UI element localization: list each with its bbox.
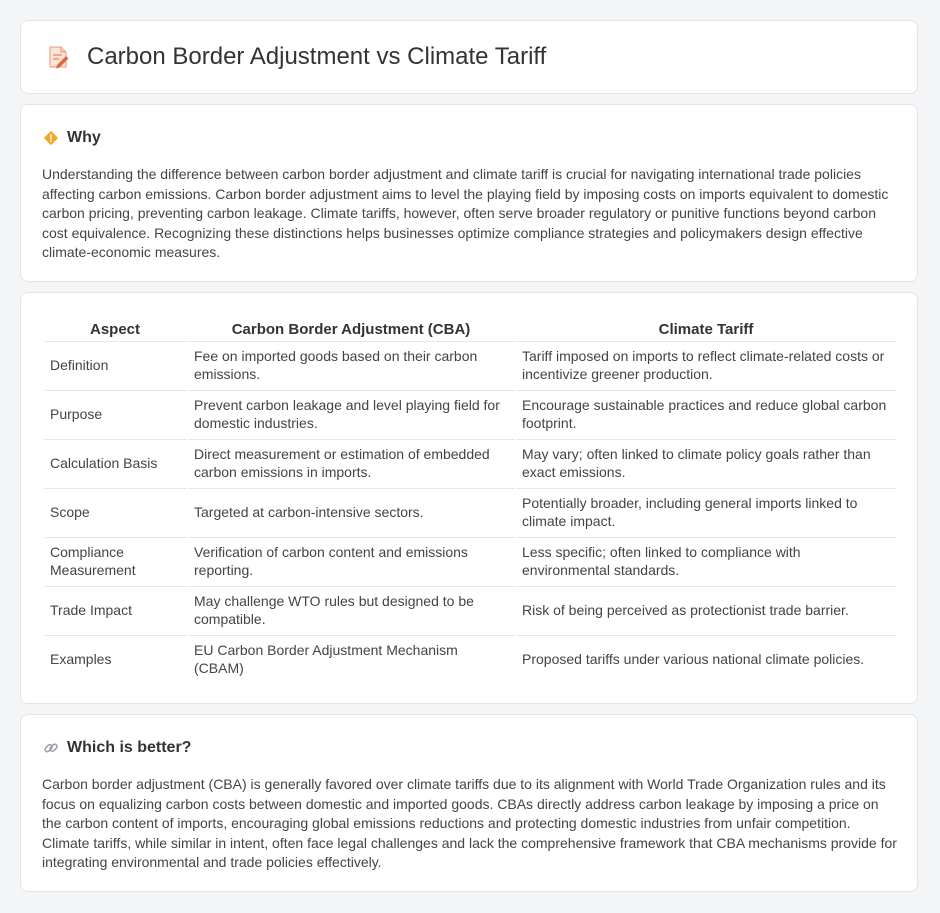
header-climate-tariff: Climate Tariff xyxy=(658,320,754,338)
cba-cell: Fee on imported goods based on their carbon emissions. xyxy=(188,341,514,388)
header-card xyxy=(20,20,918,94)
table-row xyxy=(44,390,896,437)
comparison-table-card xyxy=(20,292,918,704)
header-aspect: Aspect xyxy=(89,320,141,338)
table-row xyxy=(44,537,896,584)
why-section xyxy=(20,104,918,282)
better-body: Carbon border adjustment (CBA) is generally favored over climate tariffs due to its alignment with World Trade Organization rules and its focus on equalizing carbon costs between domestic and imported goods. CBAs directly address carbon leakage by imposing a price on the carbon content of imports, encouraging global emissions reductions and protecting domestic industries from unfair competition. Climate tariffs, while similar in intent, often face legal challenges and lack the comprehensive framework that CBA mechanisms provide for integrating environmental and trade policies effectively. xyxy=(42,776,897,871)
cba-cell: Prevent carbon leakage and level playing field for domestic industries. xyxy=(188,390,514,437)
tariff-cell: Tariff imposed on imports to reflect climate-related costs or incentivize greener production. xyxy=(516,341,896,388)
tariff-cell: Risk of being perceived as protectionist trade barrier. xyxy=(516,586,896,633)
cba-cell: Targeted at carbon-intensive sectors. xyxy=(188,488,514,535)
aspect-cell: Definition xyxy=(44,341,186,388)
table-row xyxy=(44,488,896,535)
tariff-cell: Less specific; often linked to compliance with environmental standards. xyxy=(516,537,896,584)
cba-cell: EU Carbon Border Adjustment Mechanism (CBAM) xyxy=(188,635,514,682)
better-title: Which is better? xyxy=(67,739,192,756)
document-pencil-icon xyxy=(45,44,71,70)
tariff-cell: May vary; often linked to climate policy goals rather than exact emissions. xyxy=(516,439,896,486)
aspect-cell: Purpose xyxy=(44,390,186,437)
which-is-better-section xyxy=(20,714,918,892)
why-body: Understanding the difference between carbon border adjustment and climate tariff is crucial for navigating international trade policies affecting carbon emissions. Carbon border adjustment aims to level the playing field by imposing costs on imports equivalent to domestic carbon pricing, preventing carbon leakage. Climate tariffs, however, often serve broader regulatory or punitive functions beyond carbon cost equivalence. Recognizing these distinctions helps businesses optimize compliance strategies and policymakers design effective climate-economic measures. xyxy=(42,166,889,261)
table-header-row xyxy=(44,319,896,339)
table-row xyxy=(44,439,896,486)
aspect-cell: Trade Impact xyxy=(44,586,186,633)
diamond-sign-icon xyxy=(43,130,59,146)
tariff-cell: Proposed tariffs under various national climate policies. xyxy=(516,635,896,682)
table-row xyxy=(44,635,896,682)
tariff-cell: Potentially broader, including general imports linked to climate impact. xyxy=(516,488,896,535)
tariff-cell: Encourage sustainable practices and reduce global carbon footprint. xyxy=(516,390,896,437)
aspect-cell: Calculation Basis xyxy=(44,439,186,486)
table-row xyxy=(44,586,896,633)
cba-cell: May challenge WTO rules but designed to be compatible. xyxy=(188,586,514,633)
aspect-cell: Compliance Measurement xyxy=(44,537,186,584)
comparison-table xyxy=(42,317,898,684)
why-title: Why xyxy=(67,129,101,146)
cba-cell: Verification of carbon content and emissions reporting. xyxy=(188,537,514,584)
link-icon xyxy=(43,740,59,756)
header-cba: Carbon Border Adjustment (CBA) xyxy=(231,320,471,338)
table-row xyxy=(44,341,896,388)
page-title: Carbon Border Adjustment vs Climate Tariff xyxy=(87,43,547,70)
cba-cell: Direct measurement or estimation of embedded carbon emissions in imports. xyxy=(188,439,514,486)
aspect-cell: Examples xyxy=(44,635,186,682)
aspect-cell: Scope xyxy=(44,488,186,535)
